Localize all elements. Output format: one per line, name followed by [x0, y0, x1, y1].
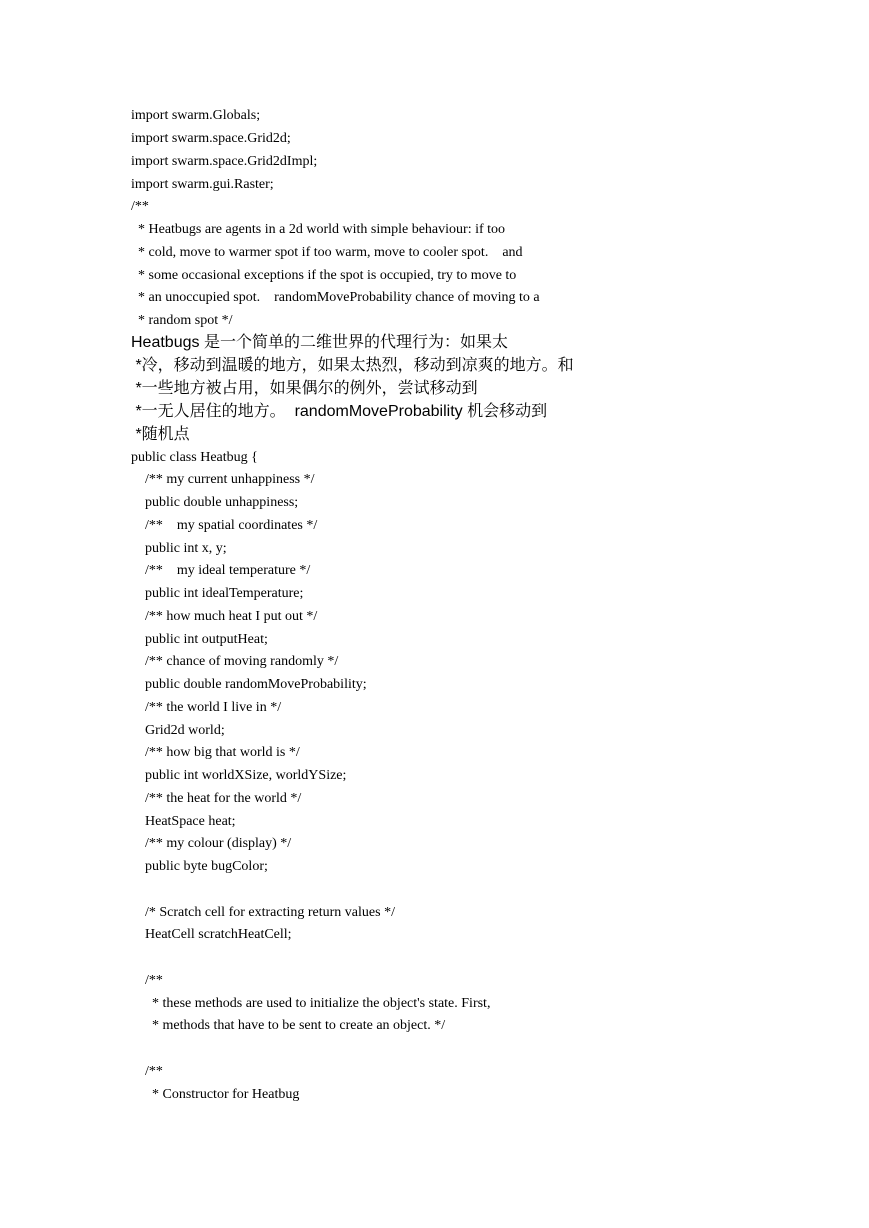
code-line: * Heatbugs are agents in a 2d world with simple behaviour: if too	[131, 222, 506, 237]
code-line: * random spot */	[131, 313, 233, 328]
code-line: /** how much heat I put out */	[131, 609, 318, 624]
code-line: * methods that have to be sent to create an object. */	[131, 1018, 446, 1033]
code-line: public int x, y;	[131, 541, 227, 556]
code-line: public class Heatbug {	[131, 450, 258, 465]
translation-line: *冷，移动到温暖的地方，如果太热烈，移动到凉爽的地方。和	[131, 357, 574, 374]
code-line: /** the heat for the world */	[131, 791, 302, 806]
code-line: /** my colour (display) */	[131, 836, 292, 851]
code-line: public double unhappiness;	[131, 495, 299, 510]
code-line: /** my ideal temperature */	[131, 563, 311, 578]
code-line: import swarm.space.Grid2dImpl;	[131, 154, 318, 169]
code-line: /** chance of moving randomly */	[131, 654, 339, 669]
code-line: import swarm.space.Grid2d;	[131, 131, 291, 146]
code-line: /**	[131, 973, 163, 988]
code-line: Grid2d world;	[131, 723, 225, 738]
code-line: public double randomMoveProbability;	[131, 677, 367, 692]
code-line: public byte bugColor;	[131, 859, 268, 874]
translation-line: *一无人居住的地方。 randomMoveProbability 机会移动到	[131, 403, 548, 420]
translation-line: Heatbugs 是一个简单的二维世界的代理行为：如果太	[131, 334, 508, 351]
translation-line: *一些地方被占用，如果偶尔的例外，尝试移动到	[131, 380, 478, 397]
code-line: public int outputHeat;	[131, 632, 268, 647]
code-line: /** how big that world is */	[131, 745, 300, 760]
code-line: * some occasional exceptions if the spot is occupied, try to move to	[131, 268, 517, 283]
code-line: public int worldXSize, worldYSize;	[131, 768, 347, 783]
code-line: HeatCell scratchHeatCell;	[131, 927, 292, 942]
translation-line: *随机点	[131, 426, 190, 443]
code-line: /**	[131, 199, 149, 214]
code-line: * an unoccupied spot. randomMoveProbability chance of moving to a	[131, 290, 540, 305]
code-line: * cold, move to warmer spot if too warm, move to cooler spot. and	[131, 245, 523, 260]
code-line: /** my current unhappiness */	[131, 472, 315, 487]
code-line: HeatSpace heat;	[131, 814, 236, 829]
code-line: public int idealTemperature;	[131, 586, 304, 601]
code-line: import swarm.Globals;	[131, 108, 261, 123]
code-line: /** my spatial coordinates */	[131, 518, 318, 533]
code-line: /** the world I live in */	[131, 700, 282, 715]
code-line: import swarm.gui.Raster;	[131, 177, 274, 192]
code-line: /**	[131, 1064, 163, 1079]
code-line: * these methods are used to initialize the object's state. First,	[131, 996, 491, 1011]
code-line: /* Scratch cell for extracting return values */	[131, 905, 395, 920]
code-line: * Constructor for Heatbug	[131, 1087, 300, 1102]
